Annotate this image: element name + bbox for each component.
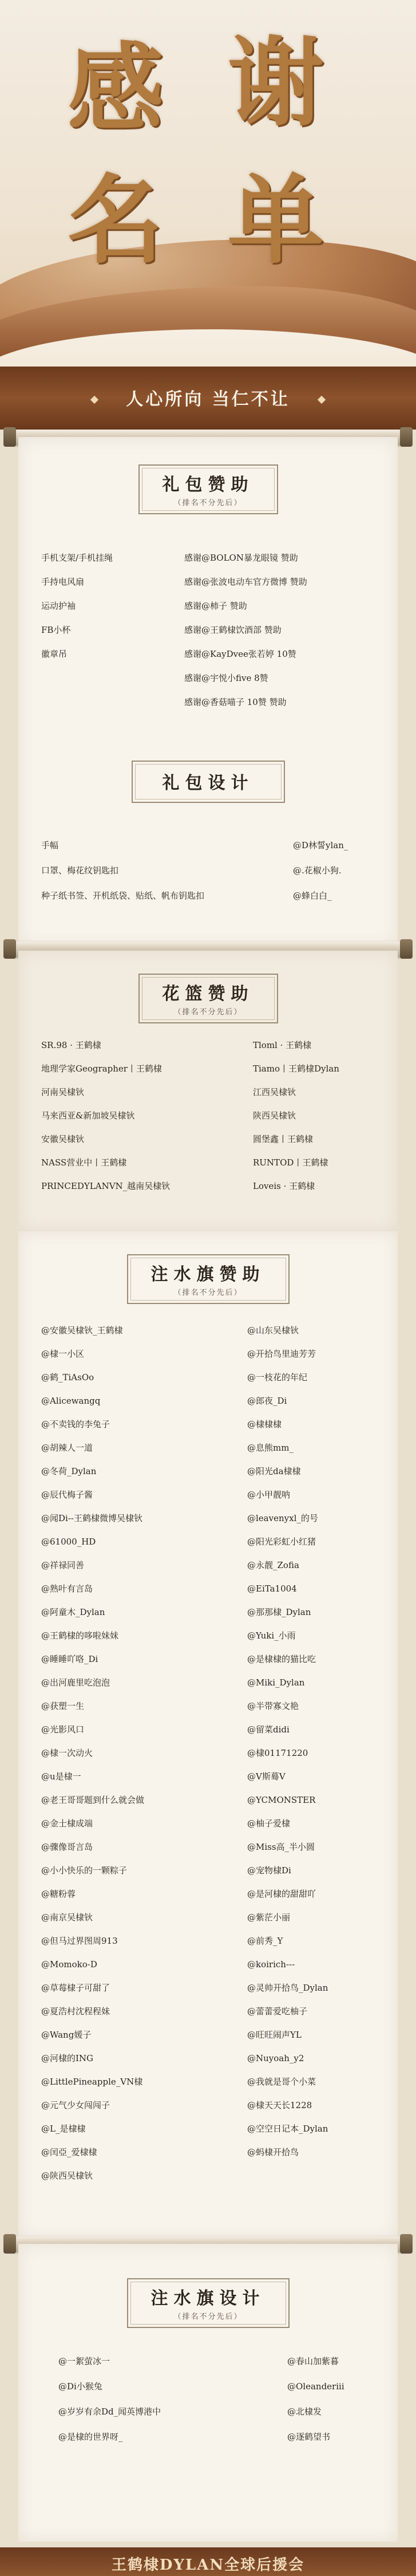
list-item: @是棣的世界呀_ (58, 2432, 123, 2442)
list-item: @蚂棣开拾鸟 (247, 2147, 299, 2157)
list-item: Loveis · 王鹤棣 (253, 1181, 315, 1191)
list-item: @糖粉蓉 (41, 1889, 76, 1899)
list-item: @棣一小区 (41, 1349, 85, 1359)
list-item: @Yuki_小雨 (247, 1630, 296, 1641)
hero-title-char: 谢 (228, 26, 324, 139)
list-item: @Alicewangq (41, 1396, 101, 1406)
list-item: @Miki_Dylan (247, 1677, 305, 1688)
list-item: @河棣的ING (41, 2053, 94, 2063)
list-item: 手机支架/手机挂绳 (41, 553, 113, 563)
list-item: 口罩、梅花纹钥匙扣 (41, 865, 119, 876)
section-title: 注水旗赞助 (150, 1265, 266, 1285)
list-item: 感谢@BOLON暴龙眼镜 赞助 (184, 553, 298, 563)
list-item: @Nuyoah_y2 (247, 2053, 304, 2063)
list-item: 感谢@KayDvee张若婷 10赞 (184, 649, 296, 659)
list-item: 感谢@张波电动车官方微博 赞助 (184, 577, 307, 587)
list-item: @辰代梅子酱 (41, 1490, 93, 1500)
list-item: 手幅 (41, 840, 59, 850)
list-item: @棣天天长1228 (247, 2100, 312, 2110)
list-item: RUNTOD丨王鹤棣 (253, 1157, 328, 1168)
list-item: @棣一次动火 (41, 1748, 93, 1758)
list-item: @获塑一生 (41, 1701, 85, 1711)
list-item: @息熊mm_ (247, 1443, 294, 1453)
list-item: @开拾鸟里迪芳芳 (247, 1349, 316, 1359)
footer-banner (0, 2547, 416, 2576)
section-heading (138, 464, 278, 514)
list-item: @冬荷_Dylan (41, 1466, 97, 1476)
hero-title-char: 名 (68, 163, 164, 277)
list-item: @元气少女闯闯子 (41, 2100, 110, 2110)
list-item: @宠物棣Di (247, 1865, 291, 1876)
list-item: 圆堡鑫丨王鹤棣 (253, 1134, 314, 1144)
list-item: 感谢@柿子 赞助 (184, 601, 247, 611)
list-item: NASS营业中丨王鹤棣 (41, 1157, 127, 1168)
list-item: @胡辣人一道 (41, 1443, 93, 1453)
list-item: @Di小猴兔 (58, 2381, 102, 2392)
list-item: @睡睡吖咯_Di (41, 1654, 98, 1664)
list-item: @Oleanderiii (287, 2381, 344, 2392)
list-item: @逐鹤望书 (287, 2432, 331, 2442)
list-item: PRINCEDYLANVN_越南吴棣钬 (41, 1181, 171, 1191)
list-item: @柚子爱棣 (247, 1818, 291, 1829)
list-item: @koirich--- (247, 1959, 295, 1970)
scroll-paper (18, 2244, 398, 2542)
list-item: FB小杯 (41, 625, 71, 635)
hero-title-char: 感 (68, 31, 164, 145)
section-title: 花篮赞助 (162, 984, 254, 1004)
list-item: @一絮萤冰一 (58, 2356, 110, 2366)
list-item: @南京吴棣钬 (41, 1912, 93, 1923)
list-item: @出河鹿里吃泡泡 (41, 1677, 110, 1688)
list-item: @春山加紫暮 (287, 2356, 339, 2366)
list-item: @小小快乐的一颗粽子 (41, 1865, 128, 1876)
list-item: @夏浩村沈程程妹 (41, 2006, 110, 2016)
list-item: 河南吴棣钬 (41, 1087, 85, 1097)
list-item: @北棣发 (287, 2406, 322, 2417)
list-item: @山东吴棣钬 (247, 1325, 299, 1336)
section-subtitle: （排名不分先后） (173, 2313, 243, 2321)
list-item: @安徽吴棣钬_王鹤棣 (41, 1325, 123, 1336)
section-heading (138, 974, 278, 1023)
list-item: 手持电风扇 (41, 577, 85, 587)
list-item: @灵帅开拾鸟_Dylan (247, 1983, 328, 1993)
list-item: 感谢@香菇喵子 10赞 赞助 (184, 697, 287, 707)
list-item: @阿童木_Dylan (41, 1607, 105, 1617)
list-item: @蕾蕾爱吃柚子 (247, 2006, 308, 2016)
scroll-basket (0, 951, 416, 1237)
list-item: @蜂白白_ (293, 891, 332, 901)
list-item: @棣棣棣 (247, 1419, 282, 1429)
section-subtitle: （排名不分先后） (173, 1008, 243, 1017)
section-heading (132, 761, 285, 803)
list-item: @一枝花的年纪 (247, 1372, 308, 1382)
list-item: @岁岁有余Dd_闻英博港中 (58, 2406, 161, 2417)
section-title: 注水旗设计 (150, 2289, 266, 2309)
list-item: @光影风口 (41, 1724, 85, 1735)
list-item: @骤像哥言岛 (41, 1842, 93, 1852)
section-heading (127, 1254, 290, 1304)
list-item: @旺旺闹声YL (247, 2030, 302, 2040)
list-item: @闰亞_爱棣棣 (41, 2147, 97, 2157)
list-item: @YCMONSTER (247, 1795, 316, 1805)
list-item: @.花椒小狗. (293, 865, 342, 876)
list-item: @小甲靓呐 (247, 1490, 291, 1500)
list-item: @前秀_Y (247, 1936, 283, 1946)
section-title: 礼包赞助 (162, 475, 254, 495)
list-item: @是棣棣的猫比吃 (247, 1654, 316, 1664)
section-title: 礼包设计 (162, 773, 254, 793)
scroll-paper (18, 1231, 398, 2239)
section-subtitle: （排名不分先后） (173, 1289, 243, 1297)
hero-title-char: 单 (228, 163, 324, 277)
list-item: 江西吴棣钬 (253, 1087, 296, 1097)
list-item: @Momoko-D (41, 1959, 97, 1970)
list-item: @金士棣成端 (41, 1818, 93, 1829)
list-item: @祥禄同善 (41, 1560, 85, 1570)
list-item: @半带寡文艳 (247, 1701, 299, 1711)
list-item: 徽章吊 (41, 649, 68, 659)
list-item: @王鹤棣的哆啦妹妹 (41, 1630, 119, 1641)
list-item: @61000_HD (41, 1537, 96, 1547)
list-item: @Wang媛子 (41, 2030, 92, 2040)
list-item: 感谢@宇悦小five 8赞 (184, 673, 268, 683)
list-item: @紫茫小丽 (247, 1912, 291, 1923)
list-item: @阳光彩虹小红猪 (247, 1537, 316, 1547)
list-item: @是河棣的甜甜吖 (247, 1889, 316, 1899)
scroll-paper (18, 951, 398, 1231)
list-item: @空空日记本_Dylan (247, 2124, 328, 2134)
list-item: @我就是哥个小菜 (247, 2077, 316, 2087)
list-item: @Miss高_半小圆 (247, 1842, 315, 1852)
list-item: @鹤_TiAsOo (41, 1372, 94, 1382)
list-item: @D林誓ylan_ (293, 840, 348, 850)
list-item: 种子纸书签、开机纸袋、贴纸、帆布钥匙扣 (41, 891, 205, 901)
list-item: @郎夜_Di (247, 1396, 287, 1406)
list-item: @陕西吴棣钬 (41, 2171, 93, 2181)
scroll-water-sponsor (0, 1231, 416, 2245)
list-item: Tiamo丨王鹤棣Dylan (253, 1064, 339, 1074)
hero-banner (0, 0, 416, 367)
list-item: @熟叶有言岛 (41, 1584, 93, 1594)
list-item: @老王哥哥题到什么就会做 (41, 1795, 145, 1805)
list-item: 地理学家Geographer丨王鹤棣 (41, 1064, 162, 1074)
list-item: @但马过界图周913 (41, 1936, 118, 1946)
scroll-gift (0, 430, 416, 956)
list-item: @不卖钱的李兔子 (41, 1419, 110, 1429)
list-item: @L_是棣棣 (41, 2124, 86, 2134)
list-item: @那那棣_Dylan (247, 1607, 311, 1617)
list-item: 安徽吴棣钬 (41, 1134, 85, 1144)
list-item: @leavenyxl_的号 (247, 1513, 318, 1523)
list-item: @LittlePineapple_VN棣 (41, 2077, 143, 2087)
list-item: @EiTa1004 (247, 1584, 297, 1594)
list-item: 运动护袖 (41, 601, 76, 611)
list-item: @V斯蓦V (247, 1771, 286, 1782)
scroll-water-design (0, 2236, 416, 2549)
footer-text: 王鹤棣DYLAN全球后援会 (111, 2557, 305, 2574)
section-subtitle: （排名不分先后） (173, 499, 243, 507)
list-item: 陕西吴棣钬 (253, 1110, 296, 1121)
scroll-paper (18, 437, 398, 947)
list-item: @永靓_Zofia (247, 1560, 299, 1570)
list-item: SR.98 · 王鹤棣 (41, 1040, 101, 1050)
list-item: 马来西亚&新加坡吴棣钬 (41, 1110, 135, 1121)
section-heading (127, 2278, 290, 2328)
list-item: @u是棣一 (41, 1771, 81, 1782)
list-item: @棣01171220 (247, 1748, 308, 1758)
list-item: @阳光da棣棣 (247, 1466, 301, 1476)
list-item: 感谢@王鹤棣饮酒部 赞助 (184, 625, 282, 635)
list-item: Tloml · 王鹤棣 (253, 1040, 312, 1050)
list-item: @留菜didi (247, 1724, 290, 1735)
list-item: @草莓棣子可甜了 (41, 1983, 110, 1993)
slogan: 人心所向 当仁不让 (126, 389, 290, 409)
list-item: @闻Di--王鹤棣微博吴棣钬 (41, 1513, 142, 1523)
